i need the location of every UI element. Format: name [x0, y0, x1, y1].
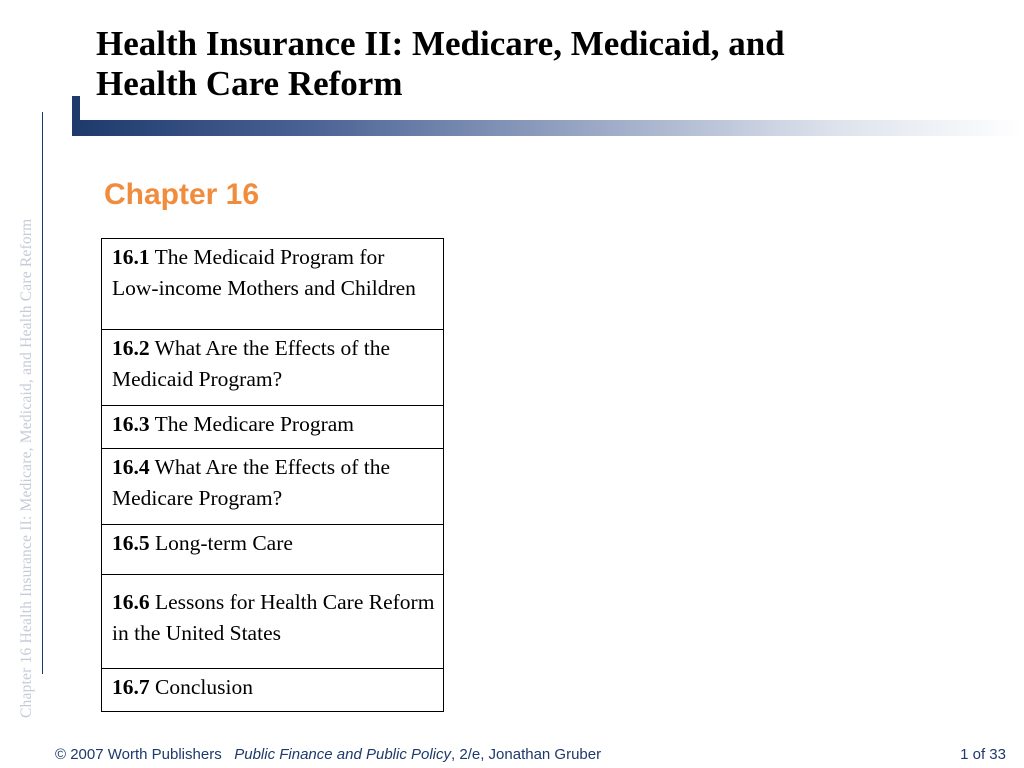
section-number: 16.7: [112, 675, 150, 699]
slide-footer: [0, 746, 1024, 766]
section-title: What Are the Effects of the Medicaid Program?: [112, 336, 391, 391]
section-number: 16.3: [112, 412, 150, 436]
section-title: Lessons for Health Care Reform in the United States: [112, 590, 435, 645]
section-row: [102, 669, 444, 712]
section-cell: [102, 330, 444, 406]
section-row: [102, 406, 444, 449]
section-number: 16.4: [112, 455, 150, 479]
section-list-table: [101, 238, 444, 712]
footer-edition-author: , 2/e, Jonathan Gruber: [451, 746, 602, 763]
slide-title: [96, 24, 996, 104]
footer-book-title: Public Finance and Public Policy: [234, 746, 452, 763]
page-indicator: 1 of 33: [960, 746, 1006, 763]
section-cell: [102, 525, 444, 575]
section-number: 16.1: [112, 245, 150, 269]
section-row: [102, 449, 444, 525]
section-number: 16.5: [112, 531, 150, 555]
section-number: 16.6: [112, 590, 150, 614]
title-accent-bar-gradient: [72, 120, 1024, 136]
slide-title-line-1: Health Insurance II: Medicare, Medicaid, and: [96, 24, 785, 63]
side-divider-line: [42, 112, 43, 674]
section-cell: [102, 449, 444, 525]
section-row: [102, 575, 444, 669]
section-title: The Medicaid Program for Low-income Mothers and Children: [112, 245, 416, 300]
side-caption-text: Chapter 16 Health Insurance II: Medicare, Medicaid, and Health Care Reform: [18, 218, 35, 718]
section-number: 16.2: [112, 336, 150, 360]
section-cell: [102, 575, 444, 669]
chapter-heading: Chapter 16: [104, 178, 260, 211]
section-row: [102, 239, 444, 330]
section-cell: [102, 406, 444, 449]
section-title: What Are the Effects of the Medicare Program?: [112, 455, 391, 510]
section-cell: [102, 669, 444, 712]
section-row: [102, 525, 444, 575]
slide-title-line-2: Health Care Reform: [96, 64, 403, 103]
footer-copyright: © 2007 Worth Publishers: [55, 746, 222, 763]
section-title: Conclusion: [149, 675, 253, 699]
footer-credits: [55, 746, 601, 763]
section-cell: [102, 239, 444, 330]
section-title: The Medicare Program: [149, 412, 355, 436]
section-title: Long-term Care: [149, 531, 293, 555]
section-row: [102, 330, 444, 406]
